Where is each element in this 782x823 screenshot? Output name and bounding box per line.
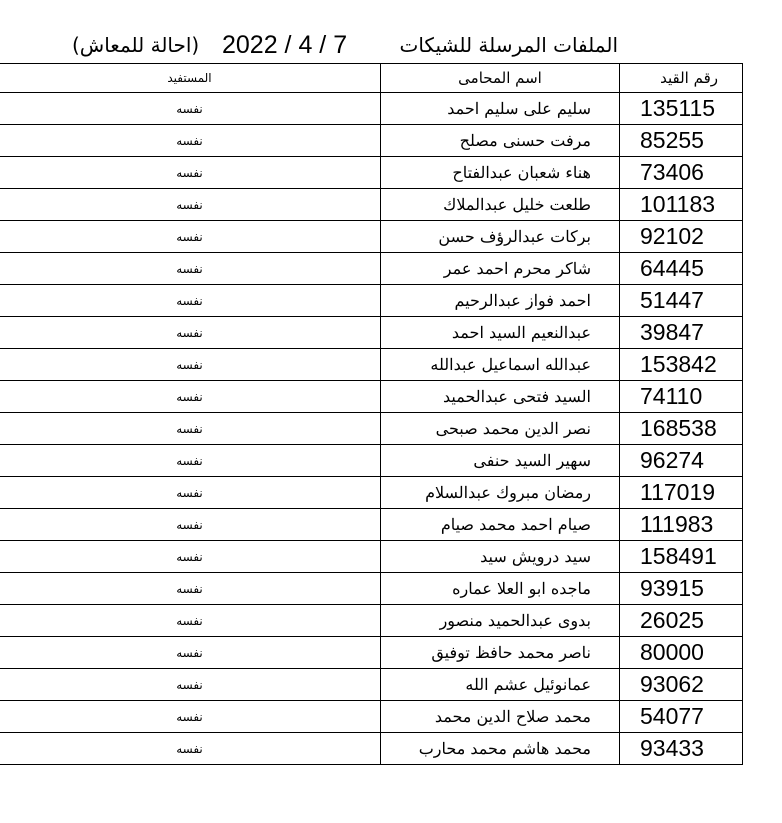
page-title-row [0, 28, 782, 62]
column-header-beneficiary: المستفيد [0, 64, 381, 93]
record-number-cell: 93433 [620, 733, 743, 765]
table-row [0, 573, 743, 605]
lawyer-name-cell: عبدالنعيم السيد احمد [381, 317, 620, 349]
table-row [0, 669, 743, 701]
record-number-cell: 74110 [620, 381, 743, 413]
record-number-cell: 64445 [620, 253, 743, 285]
beneficiary-cell: نفسه [0, 189, 381, 221]
lawyer-name-cell: ناصر محمد حافظ توفيق [381, 637, 620, 669]
beneficiary-cell: نفسه [0, 477, 381, 509]
record-number-cell: 80000 [620, 637, 743, 669]
lawyer-name-cell: طلعت خليل عبدالملاك [381, 189, 620, 221]
record-number-cell: 51447 [620, 285, 743, 317]
lawyer-name-cell: مرفت حسنى مصلح [381, 125, 620, 157]
title-note: (احالة للمعاش) [72, 33, 200, 57]
record-number-cell: 153842 [620, 349, 743, 381]
record-number-cell: 26025 [620, 605, 743, 637]
page-title: الملفات المرسلة للشيكات [399, 33, 618, 57]
table-row [0, 189, 743, 221]
table-row [0, 93, 743, 125]
table-row [0, 349, 743, 381]
beneficiary-cell: نفسه [0, 541, 381, 573]
lawyer-name-cell: السيد فتحى عبدالحميد [381, 381, 620, 413]
table-row [0, 509, 743, 541]
record-number-cell: 93915 [620, 573, 743, 605]
table-row [0, 541, 743, 573]
beneficiary-cell: نفسه [0, 637, 381, 669]
lawyer-name-cell: نصر الدين محمد صبحى [381, 413, 620, 445]
pension-files-table [0, 63, 743, 765]
lawyer-name-cell: ماجده ابو العلا عماره [381, 573, 620, 605]
table-row [0, 637, 743, 669]
record-number-cell: 73406 [620, 157, 743, 189]
lawyer-name-cell: عمانوئيل عشم الله [381, 669, 620, 701]
beneficiary-cell: نفسه [0, 125, 381, 157]
lawyer-name-cell: صيام احمد محمد صيام [381, 509, 620, 541]
lawyer-name-cell: سليم على سليم احمد [381, 93, 620, 125]
beneficiary-cell: نفسه [0, 317, 381, 349]
table-row [0, 157, 743, 189]
record-number-cell: 158491 [620, 541, 743, 573]
lawyer-name-cell: شاكر محرم احمد عمر [381, 253, 620, 285]
table-header-row [0, 64, 743, 93]
title-date: 2022 / 4 / 7 [222, 31, 348, 59]
beneficiary-cell: نفسه [0, 413, 381, 445]
lawyer-name-cell: بدوى عبدالحميد منصور [381, 605, 620, 637]
column-header-lawyer-name: اسم المحامى [381, 64, 620, 93]
table-row [0, 733, 743, 765]
beneficiary-cell: نفسه [0, 733, 381, 765]
record-number-cell: 93062 [620, 669, 743, 701]
column-header-record-no: رقم القيد [620, 64, 743, 93]
table-body [0, 64, 743, 765]
record-number-cell: 39847 [620, 317, 743, 349]
lawyer-name-cell: سهير السيد حنفى [381, 445, 620, 477]
beneficiary-cell: نفسه [0, 221, 381, 253]
table-row [0, 317, 743, 349]
record-number-cell: 168538 [620, 413, 743, 445]
table-row [0, 285, 743, 317]
beneficiary-cell: نفسه [0, 445, 381, 477]
lawyer-name-cell: سيد درويش سيد [381, 541, 620, 573]
beneficiary-cell: نفسه [0, 573, 381, 605]
lawyer-name-cell: هناء شعبان عبدالفتاح [381, 157, 620, 189]
table-row [0, 413, 743, 445]
lawyer-name-cell: محمد هاشم محمد محارب [381, 733, 620, 765]
beneficiary-cell: نفسه [0, 605, 381, 637]
lawyer-name-cell: عبدالله اسماعيل عبدالله [381, 349, 620, 381]
lawyer-name-cell: احمد فواز عبدالرحيم [381, 285, 620, 317]
table-row [0, 477, 743, 509]
beneficiary-cell: نفسه [0, 285, 381, 317]
table-row [0, 605, 743, 637]
beneficiary-cell: نفسه [0, 157, 381, 189]
table-row [0, 381, 743, 413]
record-number-cell: 111983 [620, 509, 743, 541]
record-number-cell: 117019 [620, 477, 743, 509]
beneficiary-cell: نفسه [0, 701, 381, 733]
record-number-cell: 54077 [620, 701, 743, 733]
beneficiary-cell: نفسه [0, 669, 381, 701]
table-row [0, 701, 743, 733]
record-number-cell: 92102 [620, 221, 743, 253]
table-row [0, 253, 743, 285]
record-number-cell: 101183 [620, 189, 743, 221]
beneficiary-cell: نفسه [0, 349, 381, 381]
beneficiary-cell: نفسه [0, 93, 381, 125]
record-number-cell: 135115 [620, 93, 743, 125]
record-number-cell: 96274 [620, 445, 743, 477]
table-row [0, 221, 743, 253]
table-row [0, 125, 743, 157]
table-row [0, 445, 743, 477]
lawyer-name-cell: محمد صلاح الدين محمد [381, 701, 620, 733]
record-number-cell: 85255 [620, 125, 743, 157]
beneficiary-cell: نفسه [0, 381, 381, 413]
lawyer-name-cell: بركات عبدالرؤف حسن [381, 221, 620, 253]
beneficiary-cell: نفسه [0, 509, 381, 541]
lawyer-name-cell: رمضان مبروك عبدالسلام [381, 477, 620, 509]
beneficiary-cell: نفسه [0, 253, 381, 285]
